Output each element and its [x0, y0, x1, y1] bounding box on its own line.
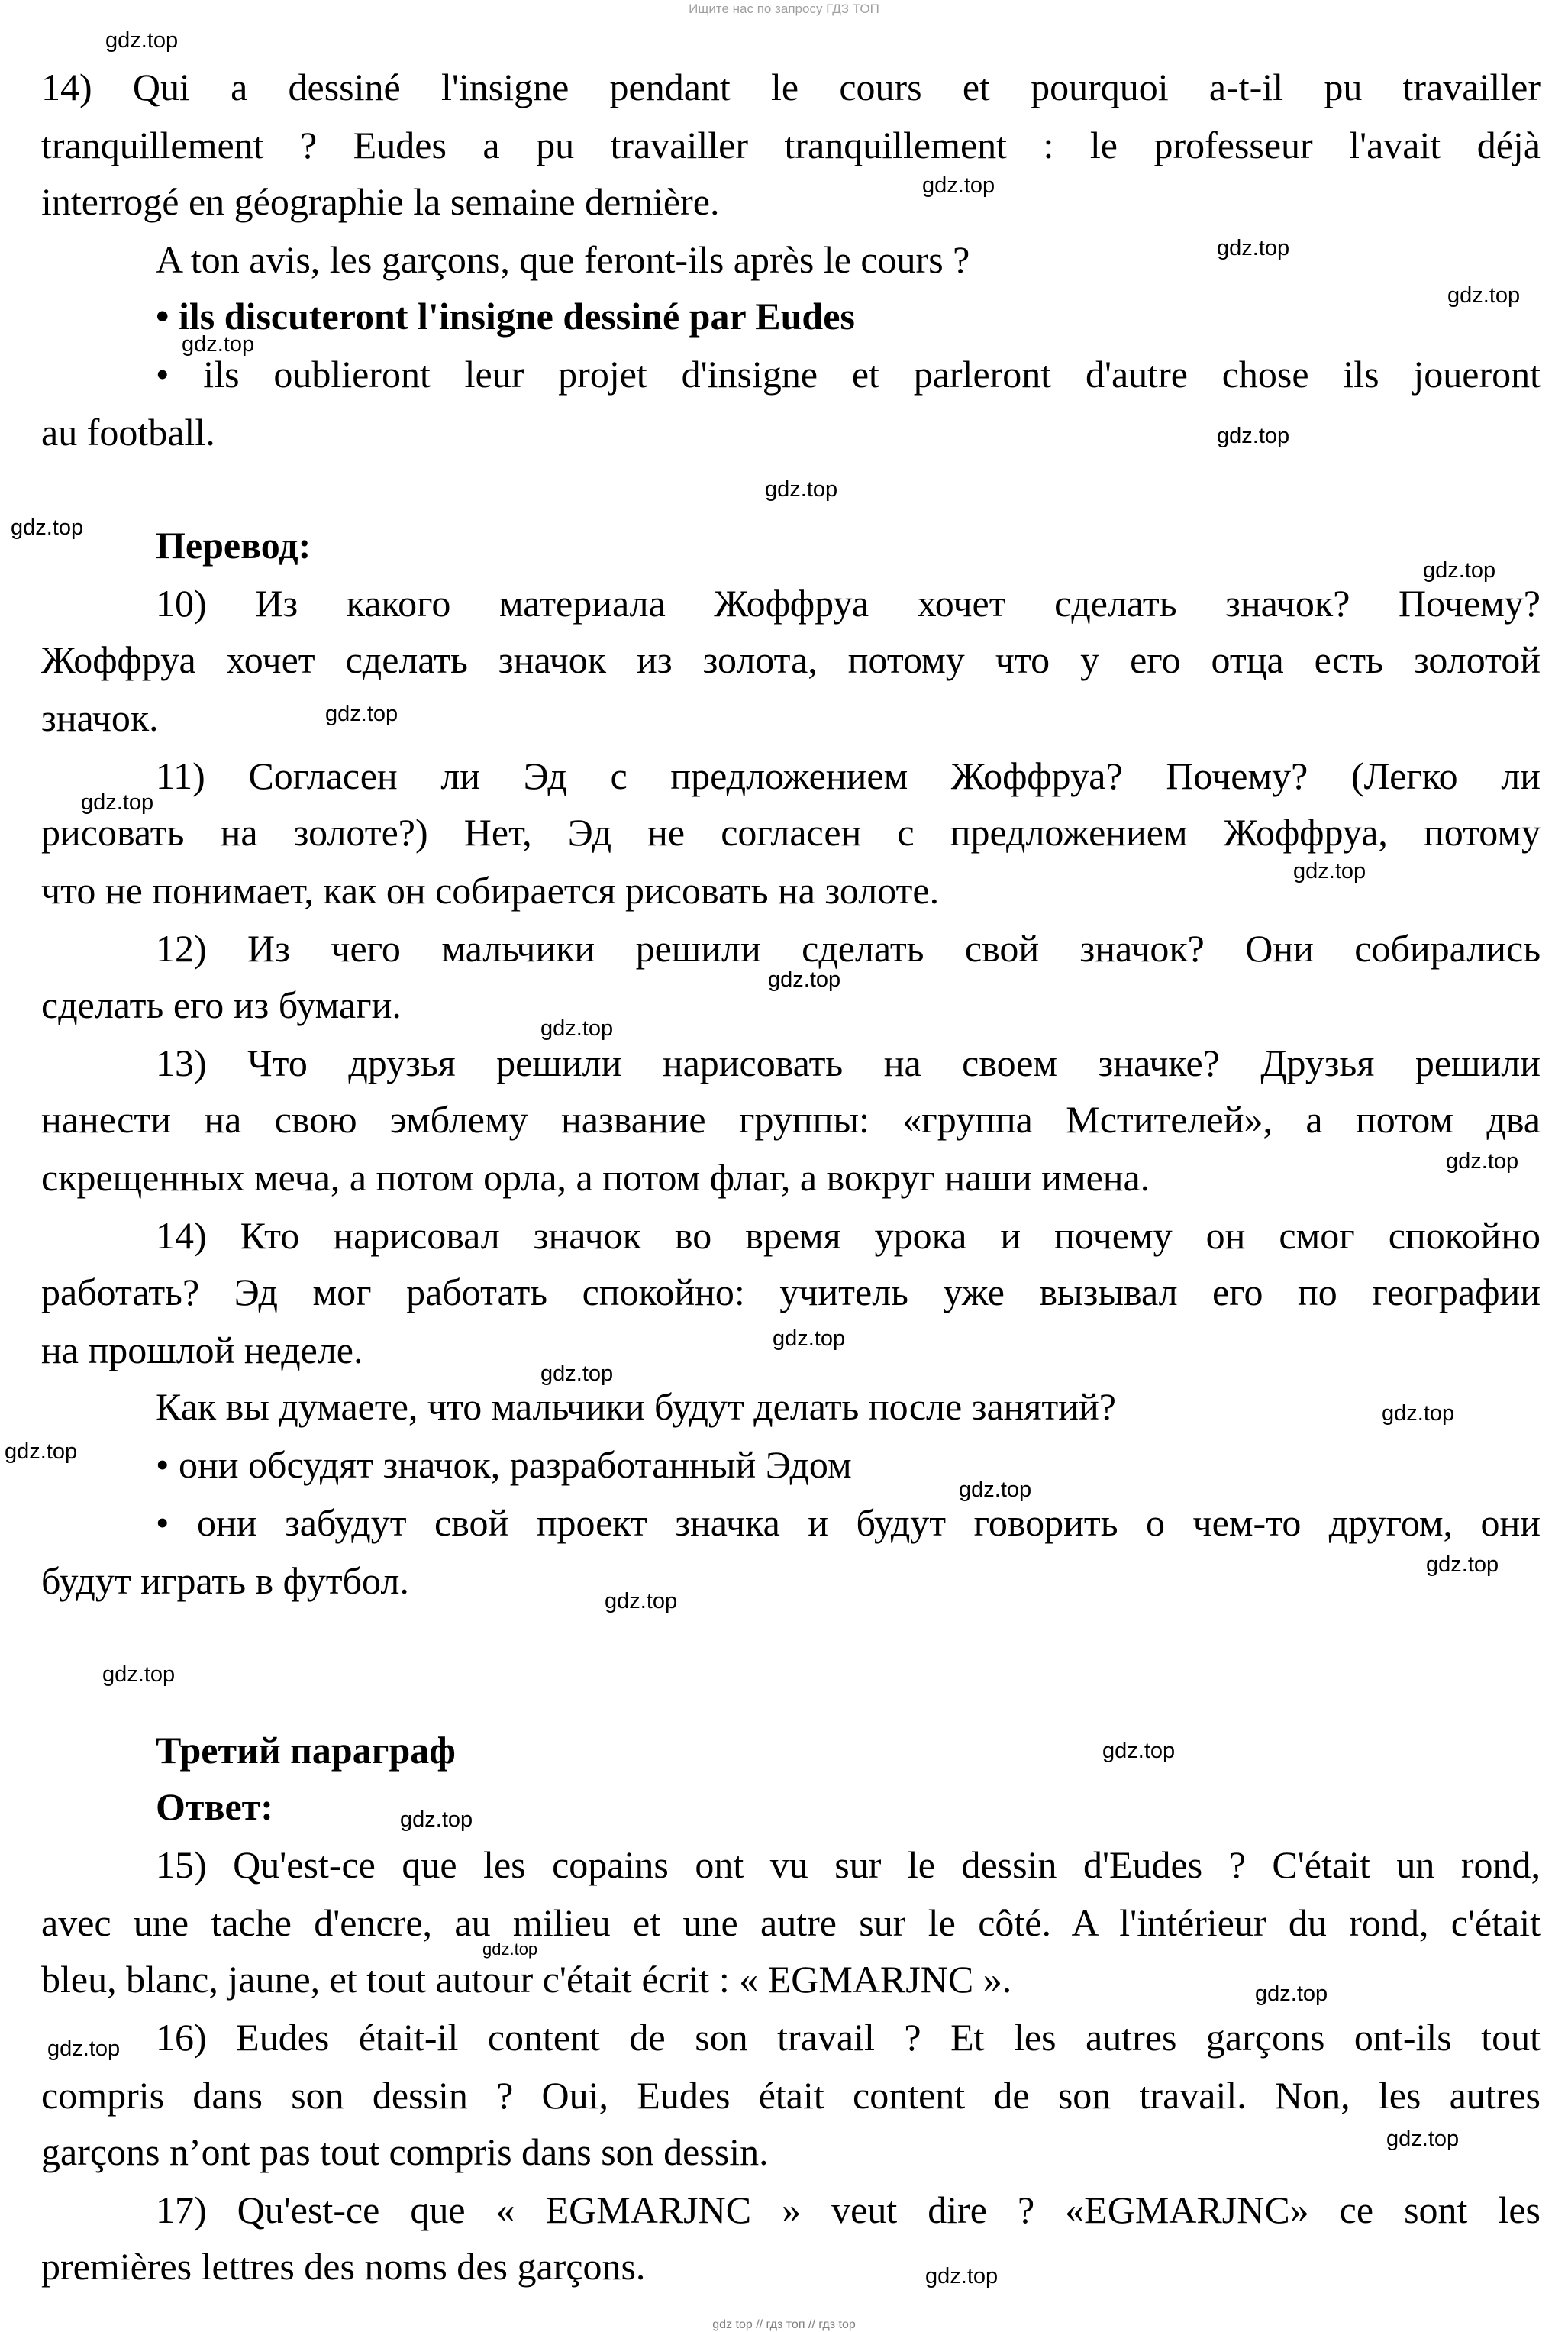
watermark: gdz.top — [105, 28, 179, 53]
watermark: gdz.top — [605, 1589, 678, 1613]
fr-q16-line-1: 16) Eudes était-il content de son travail ? Et les autres garçons ont-ils tout — [156, 2016, 1541, 2059]
fr-option-1: • ils discuteront l'insigne dessiné par Eudes — [156, 295, 855, 338]
tr-question: Как вы думаете, что мальчики будут делать после занятий? — [156, 1385, 1116, 1428]
fr-q14-line-2: tranquillement ? Eudes a pu travailler tranquillement : le professeur l'avait déjà — [41, 124, 1541, 166]
watermark: gdz.top — [540, 1361, 614, 1386]
watermark: gdz.top — [922, 173, 995, 198]
fr-q15-line-1: 15) Qu'est-ce que les copains ont vu sur le dessin d'Eudes ? C'était un rond, — [156, 1843, 1541, 1886]
tr-q10-line-1: 10) Из какого материала Жоффруа хочет сделать значок? Почему? — [156, 582, 1541, 625]
watermark: gdz.top — [1217, 236, 1290, 260]
watermark: gdz.top — [773, 1326, 846, 1351]
watermark: gdz.top — [81, 790, 154, 815]
third-paragraph-heading: Третий параграф — [156, 1729, 456, 1772]
tr-q11-line-3: что не понимает, как он собирается рисовать на золоте. — [41, 869, 940, 912]
watermark: gdz.top — [482, 1940, 538, 1959]
watermark: gdz.top — [1102, 1739, 1176, 1763]
watermark: gdz.top — [325, 702, 398, 726]
watermark: gdz.top — [1293, 859, 1366, 883]
fr-option-2-line-1: • ils oublieront leur projet d'insigne et parleront d'autre chose ils joueront — [156, 353, 1541, 396]
footer-watermark: gdz top // гдз топ // гдз top — [712, 2318, 856, 2331]
watermark: gdz.top — [102, 1662, 176, 1687]
tr-q10-line-3: значок. — [41, 696, 159, 739]
tr-q10-line-2: Жоффруа хочет сделать значок из золота, потому что у его отца есть золотой — [41, 638, 1541, 681]
watermark: gdz.top — [47, 2036, 121, 2061]
tr-q12-line-1: 12) Из чего мальчики решили сделать свой значок? Они собирались — [156, 927, 1541, 970]
tr-q13-line-2: нанести на свою эмблему название группы: «группа Мстителей», а потом два — [41, 1098, 1541, 1141]
fr-option-2-line-2: au football. — [41, 411, 215, 454]
tr-q14-line-3: на прошлой неделе. — [41, 1329, 363, 1371]
fr-q15-line-3: bleu, blanc, jaune, et tout autour c'était écrit : « EGMARJNC ». — [41, 1958, 1012, 2001]
translation-heading: Перевод: — [156, 524, 311, 567]
fr-question: A ton avis, les garçons, que feront-ils après le cours ? — [156, 238, 970, 281]
watermark: gdz.top — [768, 967, 841, 992]
fr-q14-line-1: 14) Qui a dessiné l'insigne pendant le cours et pourquoi a-t-il pu travailler — [41, 66, 1541, 108]
fr-q17-line-2: premières lettres des noms des garçons. — [41, 2245, 646, 2288]
watermark: gdz.top — [1386, 2127, 1460, 2151]
watermark: gdz.top — [11, 515, 84, 540]
fr-q14-line-3: interrogé en géographie la semaine dernière. — [41, 180, 720, 223]
tr-q13-line-3: скрещенных меча, а потом орла, а потом флаг, а вокруг наши имена. — [41, 1156, 1150, 1199]
watermark: gdz.top — [540, 1016, 614, 1041]
fr-q16-line-2: compris dans son dessin ? Oui, Eudes était content de son travail. Non, les autres — [41, 2074, 1541, 2117]
tr-option-2-line-2: будут играть в футбол. — [41, 1559, 409, 1602]
fr-q15-line-2: avec une tache d'encre, au milieu et une autre sur le côté. A l'intérieur du rond, c'était — [41, 1901, 1541, 1944]
tr-q11-line-1: 11) Согласен ли Эд с предложением Жоффруа? Почему? (Легко ли — [156, 754, 1541, 797]
watermark: gdz.top — [765, 477, 838, 502]
tr-q14-line-2: работать? Эд мог работать спокойно: учитель уже вызывал его по географии — [41, 1271, 1541, 1313]
tr-q13-line-1: 13) Что друзья решили нарисовать на своем значке? Друзья решили — [156, 1042, 1541, 1084]
answer-heading: Ответ: — [156, 1785, 273, 1828]
fr-q17-line-1: 17) Qu'est-ce que « EGMARJNC » veut dire ? «EGMARJNC» ce sont les — [156, 2188, 1541, 2231]
watermark: gdz.top — [5, 1439, 78, 1464]
watermark: gdz.top — [1446, 1149, 1519, 1174]
watermark: gdz.top — [1382, 1401, 1455, 1426]
watermark: gdz.top — [1423, 558, 1496, 583]
watermark: gdz.top — [1217, 424, 1290, 448]
tr-option-1: • они обсудят значок, разработанный Эдом — [156, 1443, 852, 1486]
watermark: gdz.top — [925, 2264, 999, 2288]
tr-q12-line-2: сделать его из бумаги. — [41, 984, 402, 1026]
top-banner: Ищите нас по запросу ГДЗ ТОП — [689, 2, 879, 16]
watermark: gdz.top — [959, 1478, 1032, 1502]
tr-q14-line-1: 14) Кто нарисовал значок во время урока и почему он смог спокойно — [156, 1214, 1541, 1257]
tr-option-2-line-1: • они забудут свой проект значка и будут говорить о чем-то другом, они — [156, 1501, 1541, 1544]
tr-q11-line-2: рисовать на золоте?) Нет, Эд не согласен с предложением Жоффруа, потому — [41, 811, 1541, 854]
watermark: gdz.top — [400, 1807, 473, 1832]
fr-q16-line-3: garçons n’ont pas tout compris dans son dessin. — [41, 2130, 769, 2173]
watermark: gdz.top — [1447, 283, 1521, 308]
watermark: gdz.top — [1426, 1552, 1499, 1577]
watermark: gdz.top — [1255, 1982, 1328, 2006]
watermark: gdz.top — [182, 332, 255, 357]
